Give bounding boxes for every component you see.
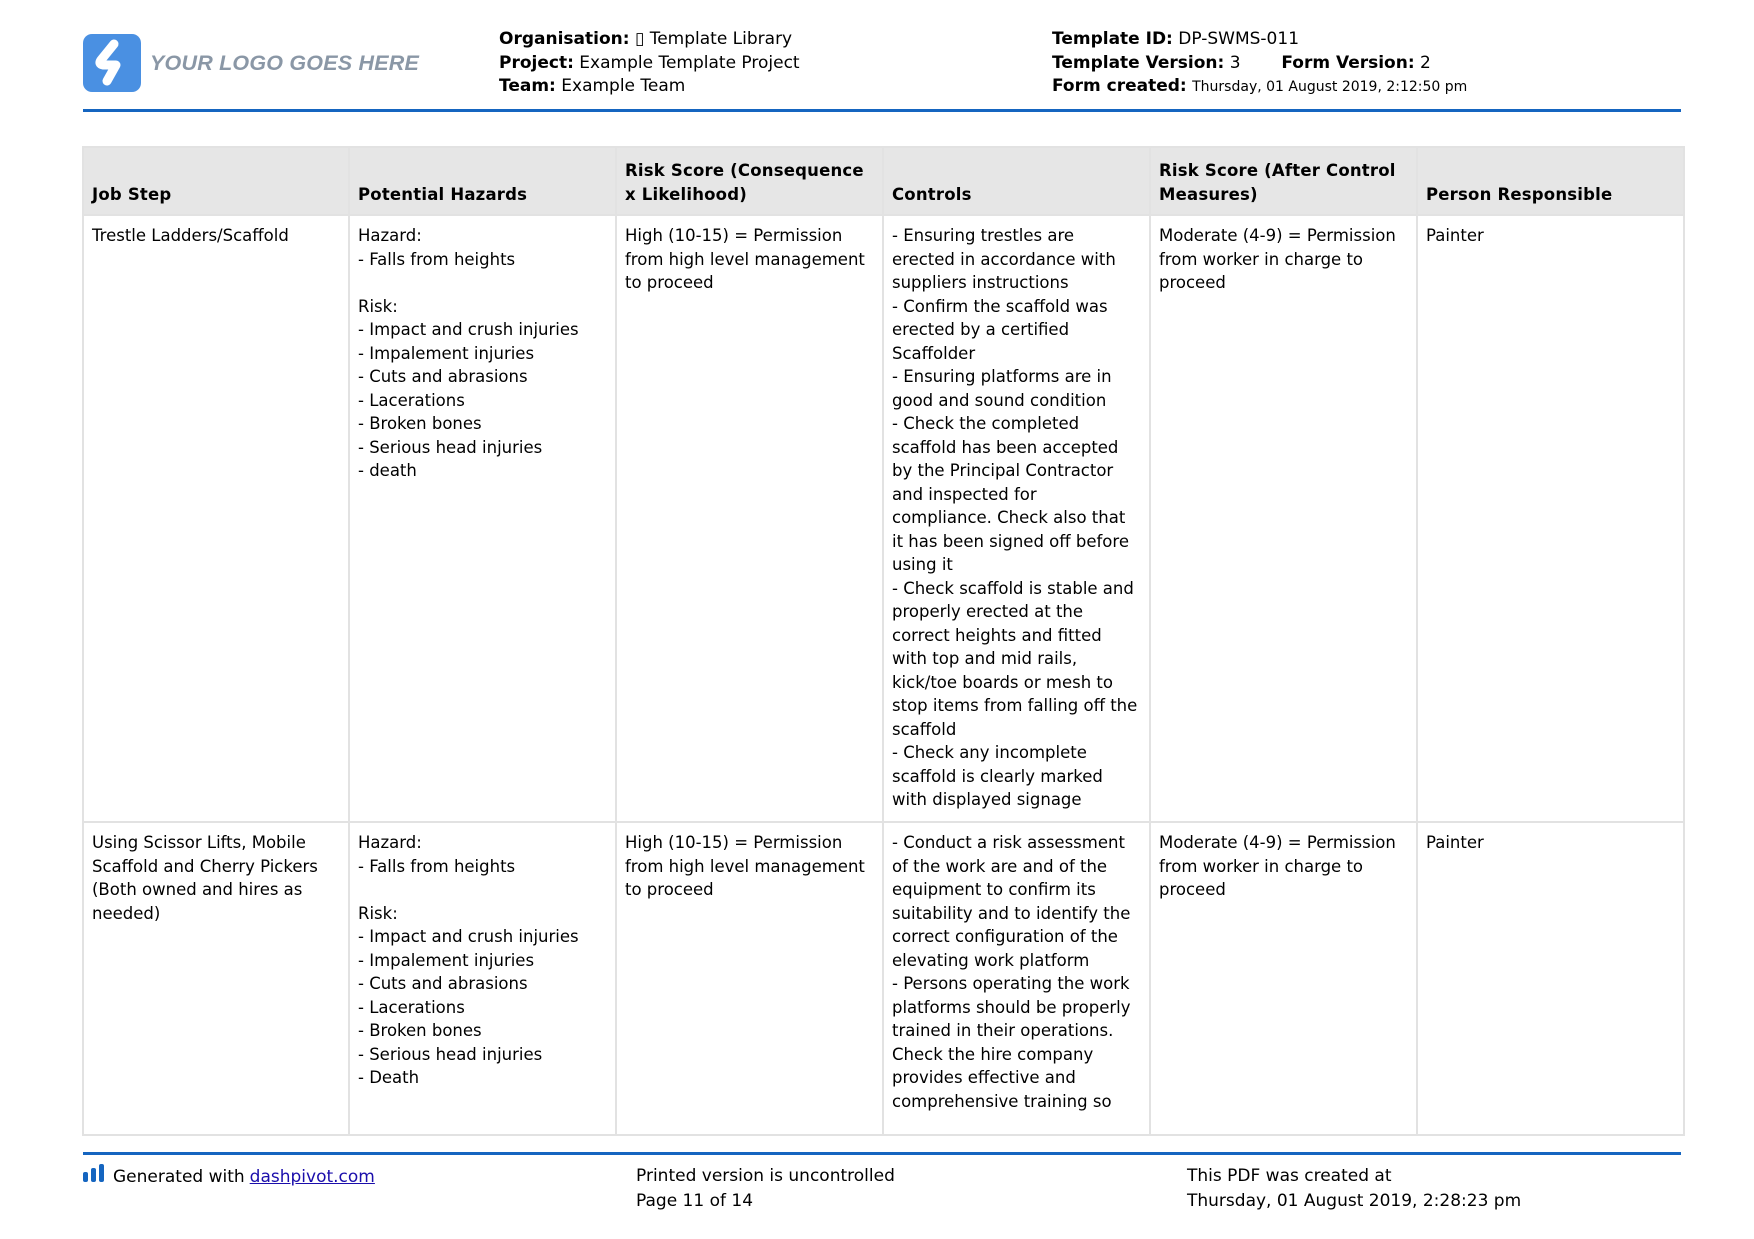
pdf-created-info xyxy=(1187,1164,1521,1214)
organisation-value: Template Library xyxy=(649,29,793,49)
person-responsible-cell: Painter xyxy=(1417,215,1684,822)
template-version-value: 3 xyxy=(1229,52,1241,73)
pdf-created-value: Thursday, 01 August 2019, 2:28:23 pm xyxy=(1187,1191,1522,1211)
organisation-label: Organisation: xyxy=(499,29,630,49)
job-step-cell: Using Scissor Lifts, Mobile Scaffold and Cherry Pickers (Both owned and hires as needed) xyxy=(83,822,349,1135)
footer-divider xyxy=(83,1152,1681,1155)
logo-icon xyxy=(83,34,141,92)
template-info-block xyxy=(1052,28,1467,100)
hazards-cell: Hazard: - Falls from heights Risk: - Impact and crush injuries - Impalement injuries - Cuts and abrasions - Lacerations - Broken bones - Serious head injuries - death xyxy=(349,215,616,822)
page-number: Page 11 of 14 xyxy=(636,1191,754,1211)
risk-after-cell: Moderate (4-9) = Permission from worker in charge to proceed xyxy=(1150,215,1417,822)
column-header-risk-score-after: Risk Score (After Control Measures) xyxy=(1150,147,1417,215)
template-id-value: DP-SWMS-011 xyxy=(1178,29,1300,49)
column-header-risk-score: Risk Score (Consequence x Likelihood) xyxy=(616,147,883,215)
form-version-label: Form Version: xyxy=(1281,52,1415,73)
generated-text: Generated with xyxy=(113,1166,245,1187)
generated-with xyxy=(83,1164,375,1190)
form-created-line xyxy=(1052,75,1467,100)
controls-cell: - Conduct a risk assessment of the work are and of the equipment to confirm its suitability and to identify the correct configuration of the elevating work platform - Persons operating the work platforms should be properly trained in their operations. Check the hire company provides effective and comprehensive training so xyxy=(883,822,1150,1135)
logo-text: YOUR LOGO GOES HERE xyxy=(150,50,420,75)
column-header-controls: Controls xyxy=(883,147,1150,215)
project-value: Example Template Project xyxy=(579,52,800,73)
team-line xyxy=(499,75,800,99)
team-label: Team: xyxy=(499,76,556,96)
print-info xyxy=(636,1164,895,1214)
table-row xyxy=(83,822,1684,1135)
template-id-line xyxy=(1052,28,1467,52)
org-project-team-block xyxy=(499,28,800,99)
column-header-potential-hazards: Potential Hazards xyxy=(349,147,616,215)
form-version-value: 2 xyxy=(1420,52,1431,73)
table-row xyxy=(83,215,1684,822)
job-step-cell: Trestle Ladders/Scaffold xyxy=(83,215,349,822)
column-header-person-responsible: Person Responsible xyxy=(1417,147,1684,215)
team-value: Example Team xyxy=(561,76,686,96)
form-created-label: Form created: xyxy=(1052,76,1187,96)
form-created-value: Thursday, 01 August 2019, 2:12:50 pm xyxy=(1192,79,1468,95)
controls-cell: - Ensuring trestles are erected in accordance with suppliers instructions - Confirm the scaffold was erected by a certified Scaffolder - Ensuring platforms are in good and sound condition - Check the completed scaffold has been accepted by the Principal Contractor and inspected for compliance. Check also that it has been signed off before using it - Check scaffold is stable and properly erected at the correct heights and fitted with top and mid rails, kick/toe boards or mesh to stop items from falling off the scaffold - Check any incomplete scaffold is clearly marked with displayed signage xyxy=(883,215,1150,822)
version-line xyxy=(1052,52,1467,76)
hazards-cell: Hazard: - Falls from heights Risk: - Impact and crush injuries - Impalement injuries - Cuts and abrasions - Lacerations - Broken bones - Serious head injuries - Death xyxy=(349,822,616,1135)
person-responsible-cell: Painter xyxy=(1417,822,1684,1135)
header-divider xyxy=(83,109,1681,112)
risk-after-cell: Moderate (4-9) = Permission from worker in charge to proceed xyxy=(1150,822,1417,1135)
organisation-icon: ▯ xyxy=(634,29,645,49)
logo xyxy=(83,34,419,92)
project-line xyxy=(499,52,800,76)
dashpivot-link[interactable]: dashpivot.com xyxy=(249,1166,375,1187)
risk-score-cell: High (10-15) = Permission from high level management to proceed xyxy=(616,822,883,1135)
printed-notice: Printed version is uncontrolled xyxy=(636,1166,895,1186)
project-label: Project: xyxy=(499,52,574,73)
risk-score-cell: High (10-15) = Permission from high level management to proceed xyxy=(616,215,883,822)
organisation-line xyxy=(499,28,800,52)
page-header xyxy=(83,28,1681,110)
pdf-created-label: This PDF was created at xyxy=(1187,1166,1392,1186)
table-header-row xyxy=(83,147,1684,215)
swms-table xyxy=(82,146,1685,1136)
column-header-job-step: Job Step xyxy=(83,147,349,215)
template-id-label: Template ID: xyxy=(1052,29,1173,49)
template-version-label: Template Version: xyxy=(1052,52,1225,73)
dashpivot-bars-icon xyxy=(83,1164,105,1190)
